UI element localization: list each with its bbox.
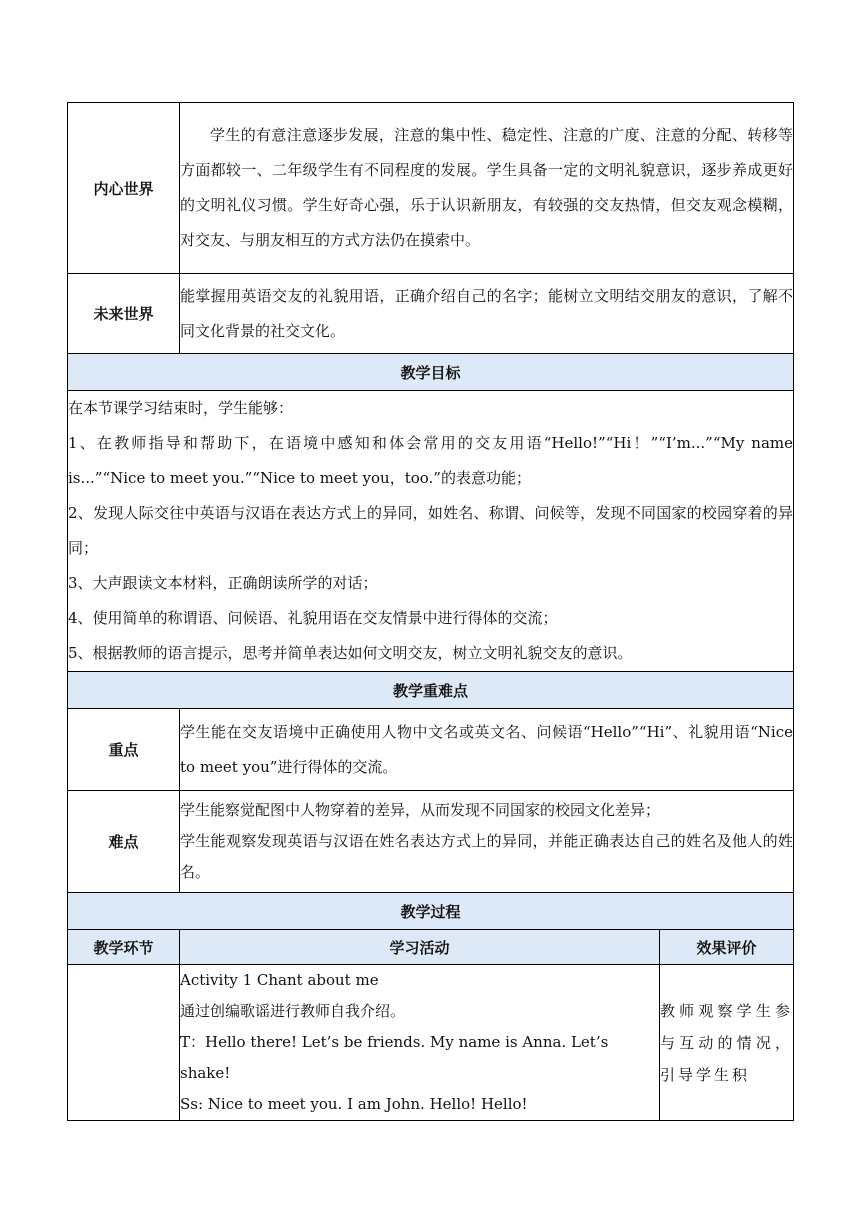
process-title: 教学过程 [68, 893, 794, 930]
future-world-text: 能掌握用英语交友的礼貌用语，正确介绍自己的名字；能树立文明结交朋友的意识，了解不同文化背景的社交文化。 [180, 274, 794, 354]
focus-text: 学生能在交友语境中正确使用人物中文名或英文名、问候语“Hello”“Hi”、礼貌用语“Nice to meet you”进行得体的交流。 [180, 709, 794, 791]
evaluation-cell: 教师观察学生参与互动的情况，引导学生积 [660, 965, 794, 1121]
process-column-headers [68, 930, 794, 965]
activity-line: T：Hello there! Let’s be friends. My name is Anna. Let’s shake! [180, 1033, 609, 1082]
objective-item: 3、大声跟读文本材料，正确朗读所学的对话； [68, 574, 378, 592]
future-world-label: 未来世界 [68, 274, 180, 354]
key-points-title: 教学重难点 [68, 672, 794, 709]
activity-line: 通过创编歌谣进行教师自我介绍。 [180, 1002, 406, 1020]
inner-world-row [68, 103, 794, 274]
inner-world-label: 内心世界 [68, 103, 180, 274]
activity-row [68, 965, 794, 1121]
difficulty-row [68, 791, 794, 893]
activity-cell [180, 965, 660, 1121]
objectives-header-row [68, 354, 794, 391]
process-header-row [68, 893, 794, 930]
objective-item: 1、在教师指导和帮助下，在语境中感知和体会常用的交友用语“Hello!”“Hi！”“I’m...”“My name is...”“Nice to meet you.”“Nice to meet you，too.”的表意功能； [68, 434, 794, 487]
focus-label: 重点 [68, 709, 180, 791]
future-world-row [68, 274, 794, 354]
objectives-content [68, 391, 794, 672]
difficulty-label: 难点 [68, 791, 180, 893]
focus-row [68, 709, 794, 791]
stage-cell [68, 965, 180, 1121]
lesson-plan-table [67, 102, 794, 1121]
objectives-intro: 在本节课学习结束时，学生能够： [68, 399, 294, 417]
column-header-evaluation: 效果评价 [660, 930, 794, 965]
activity-line: Ss: Nice to meet you. I am John. Hello! Hello! [180, 1095, 528, 1113]
objective-item: 4、使用简单的称谓语、问候语、礼貌用语在交友情景中进行得体的交流； [68, 609, 558, 627]
activity-line: Activity 1 Chant about me [180, 971, 379, 989]
inner-world-text: 学生的有意注意逐步发展，注意的集中性、稳定性、注意的广度、注意的分配、转移等方面都较一、二年级学生有不同程度的发展。学生具备一定的文明礼貌意识，逐步养成更好的文明礼仪习惯。学生好奇心强，乐于认识新朋友，有较强的交友热情，但交友观念模糊，对交友、与朋友相互的方式方法仍在摸索中。 [180, 103, 794, 274]
difficulty-content [180, 791, 794, 893]
difficulty-line: 学生能察觉配图中人物穿着的差异，从而发现不同国家的校园文化差异； [180, 801, 661, 819]
column-header-stage: 教学环节 [68, 930, 180, 965]
objective-item: 2、发现人际交往中英语与汉语在表达方式上的异同，如姓名、称谓、问候等，发现不同国家的校园穿着的异同； [68, 504, 794, 557]
objectives-row [68, 391, 794, 672]
difficulty-line: 学生能观察发现英语与汉语在姓名表达方式上的异同，并能正确表达自己的姓名及他人的姓名。 [180, 832, 794, 881]
column-header-activity: 学习活动 [180, 930, 660, 965]
objectives-title: 教学目标 [68, 354, 794, 391]
objective-item: 5、根据教师的语言提示，思考并简单表达如何文明交友，树立文明礼貌交友的意识。 [68, 644, 633, 662]
key-points-header-row [68, 672, 794, 709]
